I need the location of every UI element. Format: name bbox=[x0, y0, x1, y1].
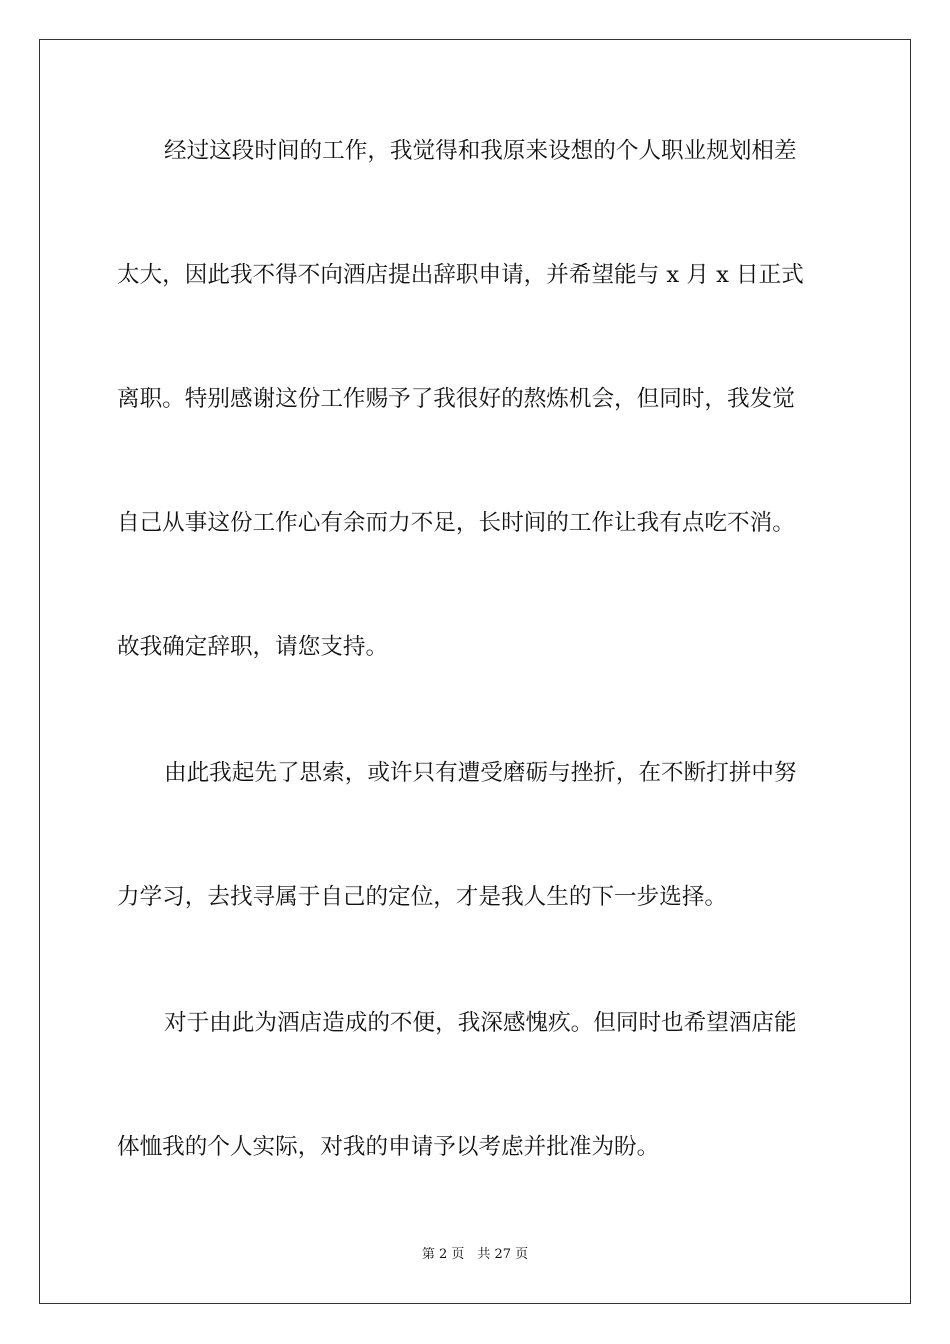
paragraph-2-line-1: 由此我起先了思索，或许只有遭受磨砺与挫折，在不断打拼中努 bbox=[164, 760, 797, 786]
paragraph-3-line-1: 对于由此为酒店造成的不便，我深感愧疚。但同时也希望酒店能 bbox=[164, 1010, 797, 1036]
paragraph-1-line-1: 经过这段时间的工作，我觉得和我原来设想的个人职业规划相差 bbox=[164, 138, 797, 164]
paragraph-2-line-2: 力学习，去找寻属于自己的定位，才是我人生的下一步选择。 bbox=[117, 884, 728, 910]
page-number-footer: 第 2 页 共 27 页 bbox=[421, 1247, 529, 1262]
paragraph-3-line-2: 体恤我的个人实际，对我的申请予以考虑并批准为盼。 bbox=[117, 1134, 660, 1160]
page-frame bbox=[39, 39, 911, 1304]
paragraph-1-line-5: 故我确定辞职，请您支持。 bbox=[117, 634, 389, 660]
paragraph-1-line-2: 太大，因此我不得不向酒店提出辞职申请，并希望能与 x 月 x 日正式 bbox=[117, 262, 804, 288]
paragraph-1-line-3: 离职。特别感谢这份工作赐予了我很好的熬炼机会，但同时，我发觉 bbox=[117, 386, 795, 412]
paragraph-1-line-4: 自己从事这份工作心有余而力不足，长时间的工作让我有点吃不消。 bbox=[117, 510, 795, 536]
